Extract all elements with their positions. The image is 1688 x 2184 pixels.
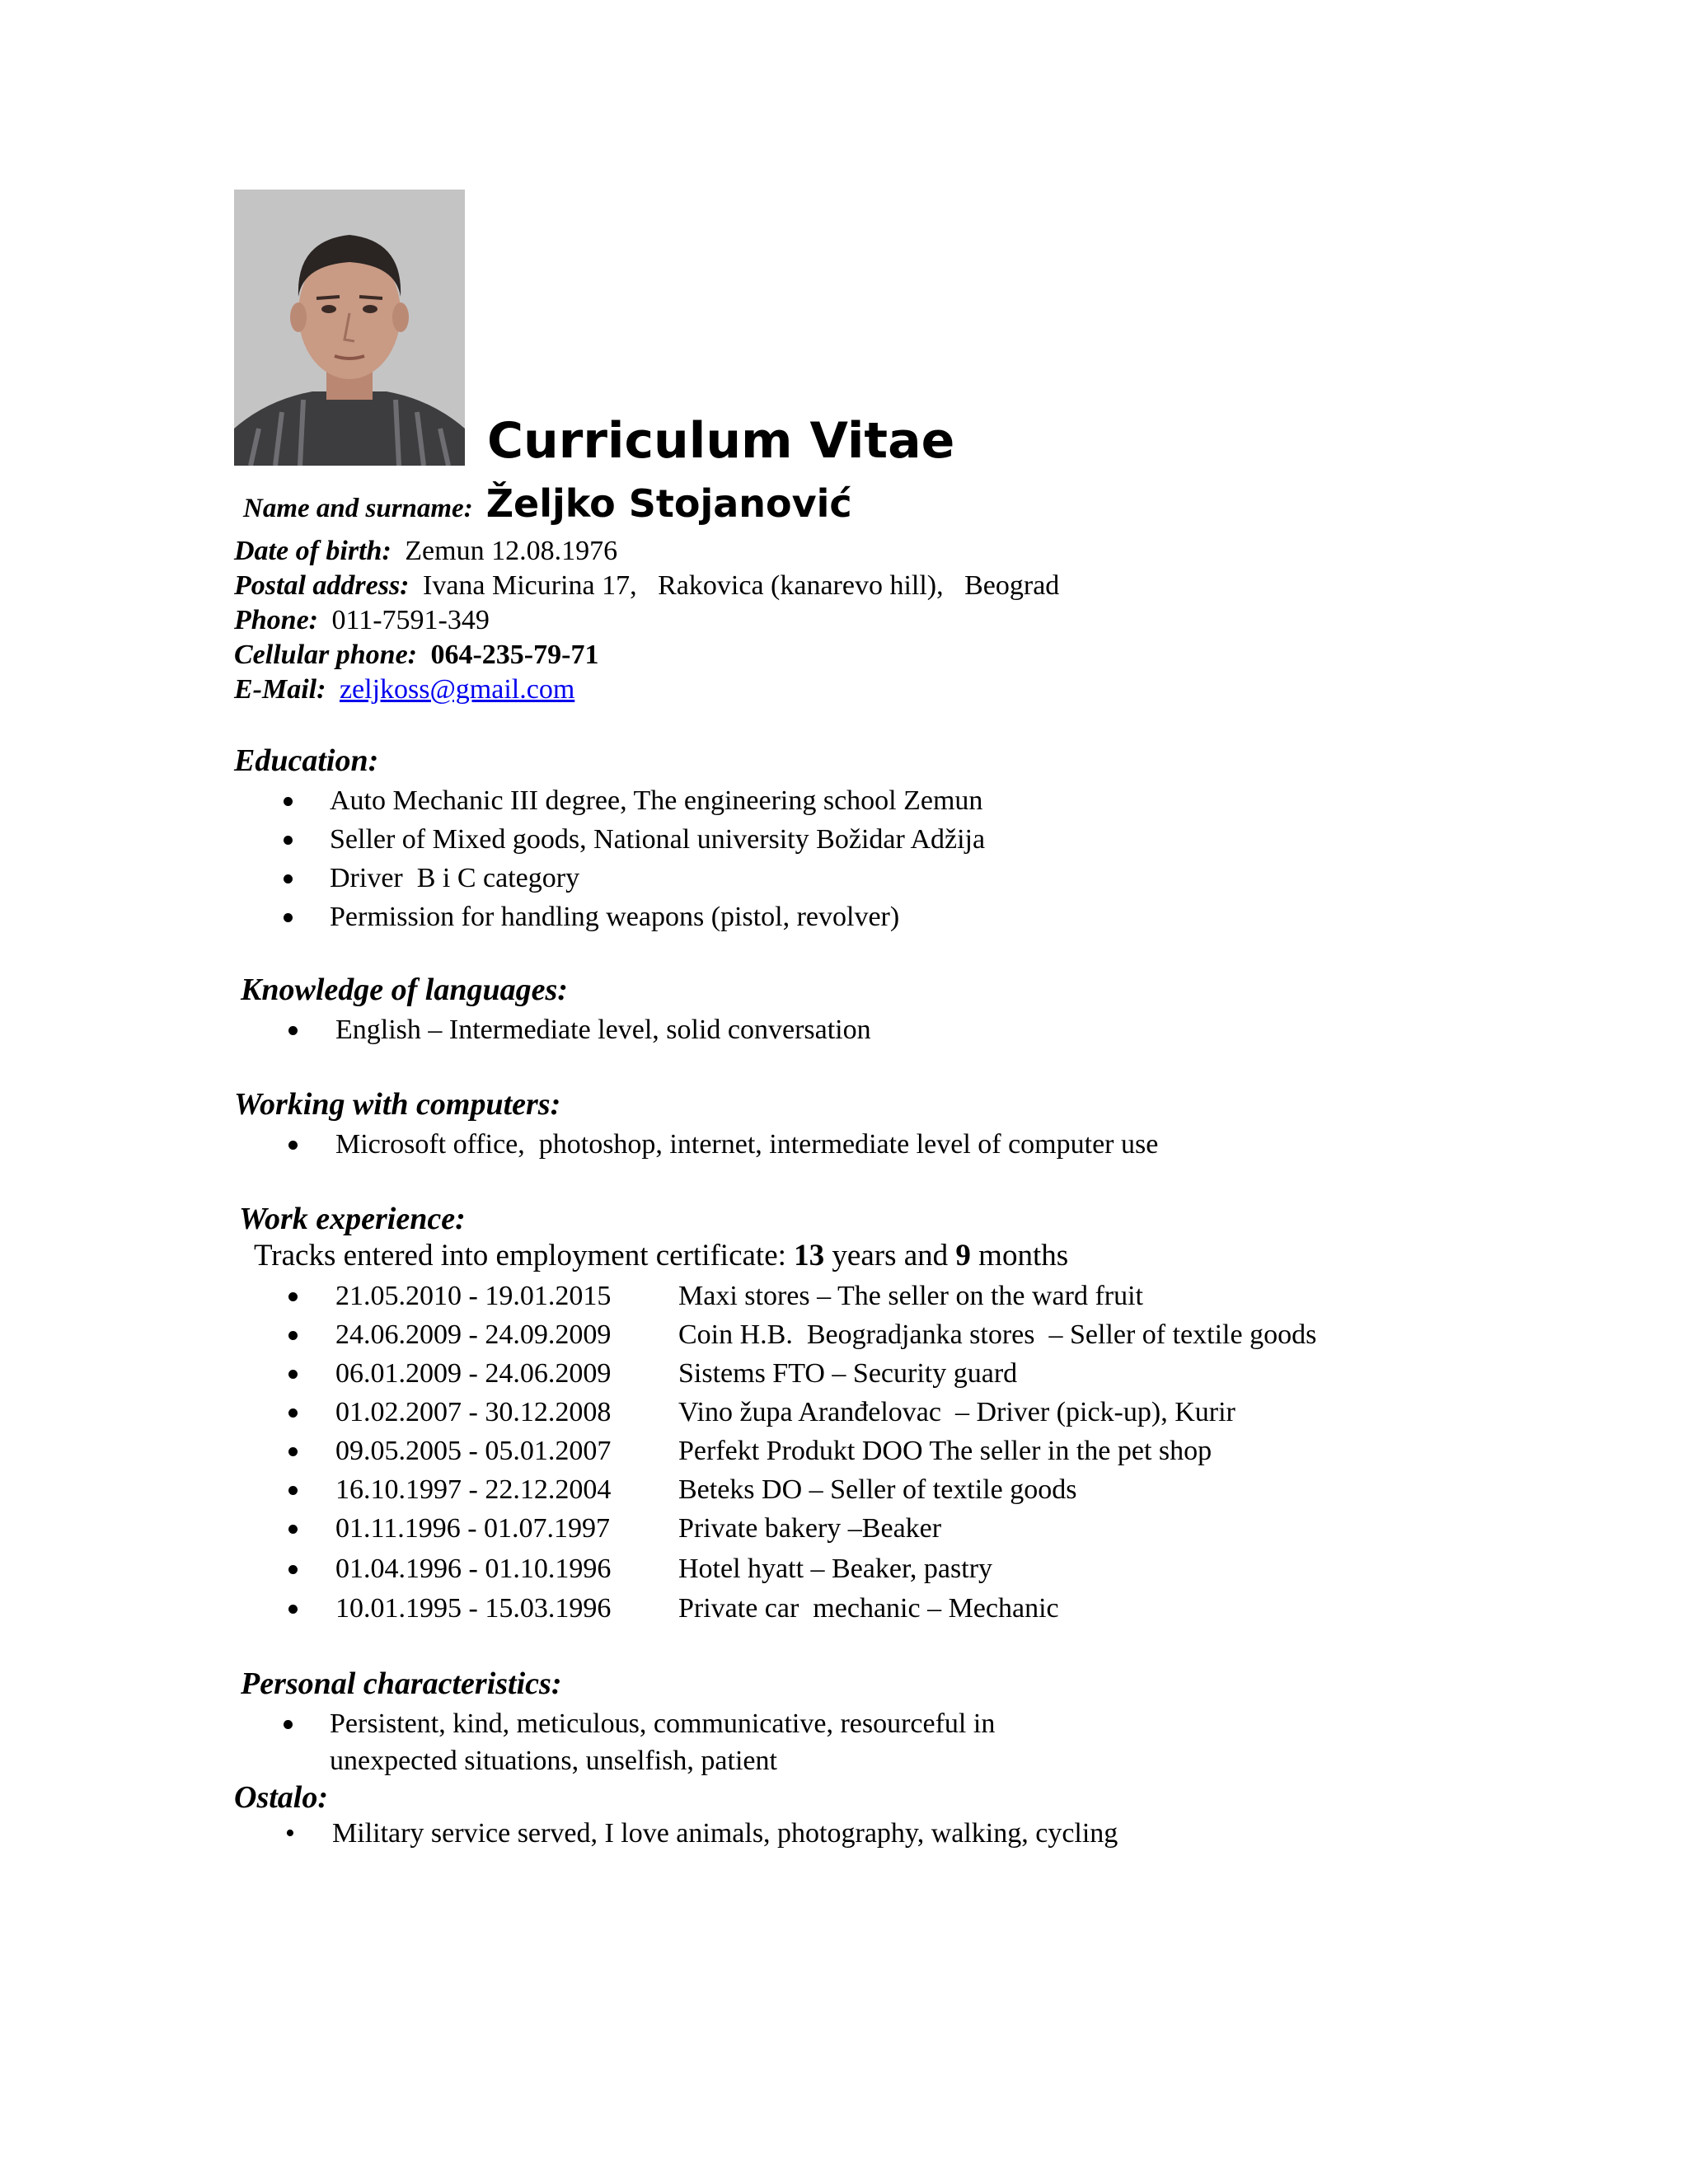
- work-item-dates: 24.06.2009 - 24.09.2009: [335, 1319, 612, 1350]
- work-item-dates: 16.10.1997 - 22.12.2004: [335, 1474, 612, 1505]
- work-item: [335, 1357, 1017, 1391]
- dob-line: [234, 534, 617, 569]
- work-item: [335, 1395, 1236, 1430]
- phone-value: 011-7591-349: [331, 605, 490, 635]
- phone-label: Phone:: [234, 605, 318, 635]
- work-item-dates: 09.05.2005 - 05.01.2007: [335, 1436, 612, 1466]
- bullet-icon: [288, 1141, 298, 1150]
- bullet-icon: [288, 1525, 298, 1534]
- bullet-icon: [284, 913, 293, 922]
- other-bullet: •: [285, 1818, 295, 1849]
- education-item: Permission for handling weapons (pistol, revolver): [330, 902, 900, 932]
- work-item-dates: 01.11.1996 - 01.07.1997: [335, 1513, 611, 1544]
- bullet-icon: [288, 1605, 298, 1614]
- education-item: Seller of Mixed goods, National university Božidar Adžija: [330, 824, 986, 855]
- work-item-desc: Sistems FTO – Security guard: [678, 1358, 1018, 1389]
- work-item-desc: Perfekt Produkt DOO The seller in the pet shop: [678, 1436, 1212, 1466]
- bullet-icon: [288, 1370, 298, 1379]
- email-label: E-Mail:: [234, 674, 326, 705]
- work-summary-prefix: Tracks entered into employment certificate:: [254, 1239, 786, 1272]
- bullet-icon: [288, 1447, 298, 1456]
- work-summary: [254, 1238, 1068, 1274]
- work-item: [335, 1511, 941, 1546]
- work-item-dates: 21.05.2010 - 19.01.2015: [335, 1281, 612, 1311]
- profile-photo: [234, 190, 465, 466]
- work-summary-months: 9: [955, 1239, 971, 1272]
- work-item: [335, 1591, 1059, 1626]
- dob-value: Zemun 12.08.1976: [405, 536, 618, 566]
- bullet-icon: [284, 797, 293, 806]
- characteristics-line-1: Persistent, kind, meticulous, communicative, resourceful in: [330, 1708, 996, 1739]
- work-item-dates: 01.02.2007 - 30.12.2008: [335, 1397, 612, 1427]
- education-heading: Education:: [234, 743, 379, 778]
- bullet-icon: [284, 1720, 293, 1729]
- language-item: English – Intermediate level, solid conversation: [335, 1015, 871, 1045]
- address-label: Postal address:: [234, 570, 410, 601]
- work-summary-mid: years and: [832, 1239, 949, 1272]
- work-item-desc: Beteks DO – Seller of textile goods: [678, 1474, 1077, 1505]
- work-item-desc: Vino župa Aranđelovac – Driver (pick-up), Kurir: [678, 1397, 1236, 1427]
- work-item: [335, 1552, 992, 1586]
- bullet-icon: [288, 1331, 298, 1340]
- cell-value: 064-235-79-71: [430, 640, 599, 670]
- characteristics-heading: Personal characteristics:: [241, 1666, 562, 1701]
- work-item-dates: 01.04.1996 - 01.10.1996: [335, 1554, 612, 1584]
- cell-label: Cellular phone:: [234, 640, 417, 670]
- email-line: [234, 673, 574, 707]
- email-link[interactable]: zeljkoss@gmail.com: [339, 674, 575, 705]
- bullet-icon: [284, 874, 293, 883]
- address-value: Ivana Micurina 17, Rakovica (kanarevo hill), Beograd: [423, 570, 1060, 601]
- work-item: [335, 1473, 1076, 1507]
- work-item-dates: 10.01.1995 - 15.03.1996: [335, 1593, 612, 1624]
- work-item: [335, 1279, 1143, 1314]
- dob-label: Date of birth:: [234, 536, 392, 566]
- education-item: Driver B i C category: [330, 863, 580, 893]
- name-value: Željko Stojanović: [485, 481, 852, 526]
- bullet-icon: [288, 1292, 298, 1301]
- education-item: Auto Mechanic III degree, The engineering school Zemun: [330, 785, 983, 816]
- bullet-icon: [288, 1486, 298, 1495]
- work-item: [335, 1318, 1316, 1352]
- work-item-desc: Maxi stores – The seller on the ward fruit: [678, 1281, 1144, 1311]
- cell-line: [234, 638, 598, 673]
- work-item-desc: Coin H.B. Beogradjanka stores – Seller of textile goods: [678, 1319, 1317, 1350]
- name-line: [243, 481, 852, 526]
- bullet-icon: [288, 1408, 298, 1418]
- work-item-desc: Hotel hyatt – Beaker, pastry: [678, 1554, 993, 1584]
- bullet-icon: [288, 1565, 298, 1574]
- computers-heading: Working with computers:: [234, 1087, 561, 1122]
- work-item-desc: Private bakery –Beaker: [678, 1513, 942, 1544]
- bullet-icon: [284, 836, 293, 845]
- work-summary-suffix: months: [978, 1239, 1069, 1272]
- work-heading: Work experience:: [239, 1202, 466, 1236]
- work-item: [335, 1434, 1212, 1469]
- languages-heading: Knowledge of languages:: [241, 972, 568, 1007]
- other-heading: Ostalo:: [234, 1780, 328, 1815]
- page-title: Curriculum Vitae: [487, 412, 955, 470]
- work-summary-years: 13: [794, 1239, 825, 1272]
- other-item: Military service served, I love animals, photography, walking, cycling: [332, 1818, 1118, 1849]
- bullet-icon: [288, 1026, 298, 1035]
- work-item-desc: Private car mechanic – Mechanic: [678, 1593, 1059, 1624]
- phone-line: [234, 603, 490, 638]
- address-line: [234, 569, 1059, 603]
- characteristics-line-2: unexpected situations, unselfish, patient: [330, 1746, 777, 1776]
- computer-item: Microsoft office, photoshop, internet, intermediate level of computer use: [335, 1129, 1159, 1160]
- name-label: Name and surname:: [243, 494, 473, 523]
- work-item-dates: 06.01.2009 - 24.06.2009: [335, 1358, 612, 1389]
